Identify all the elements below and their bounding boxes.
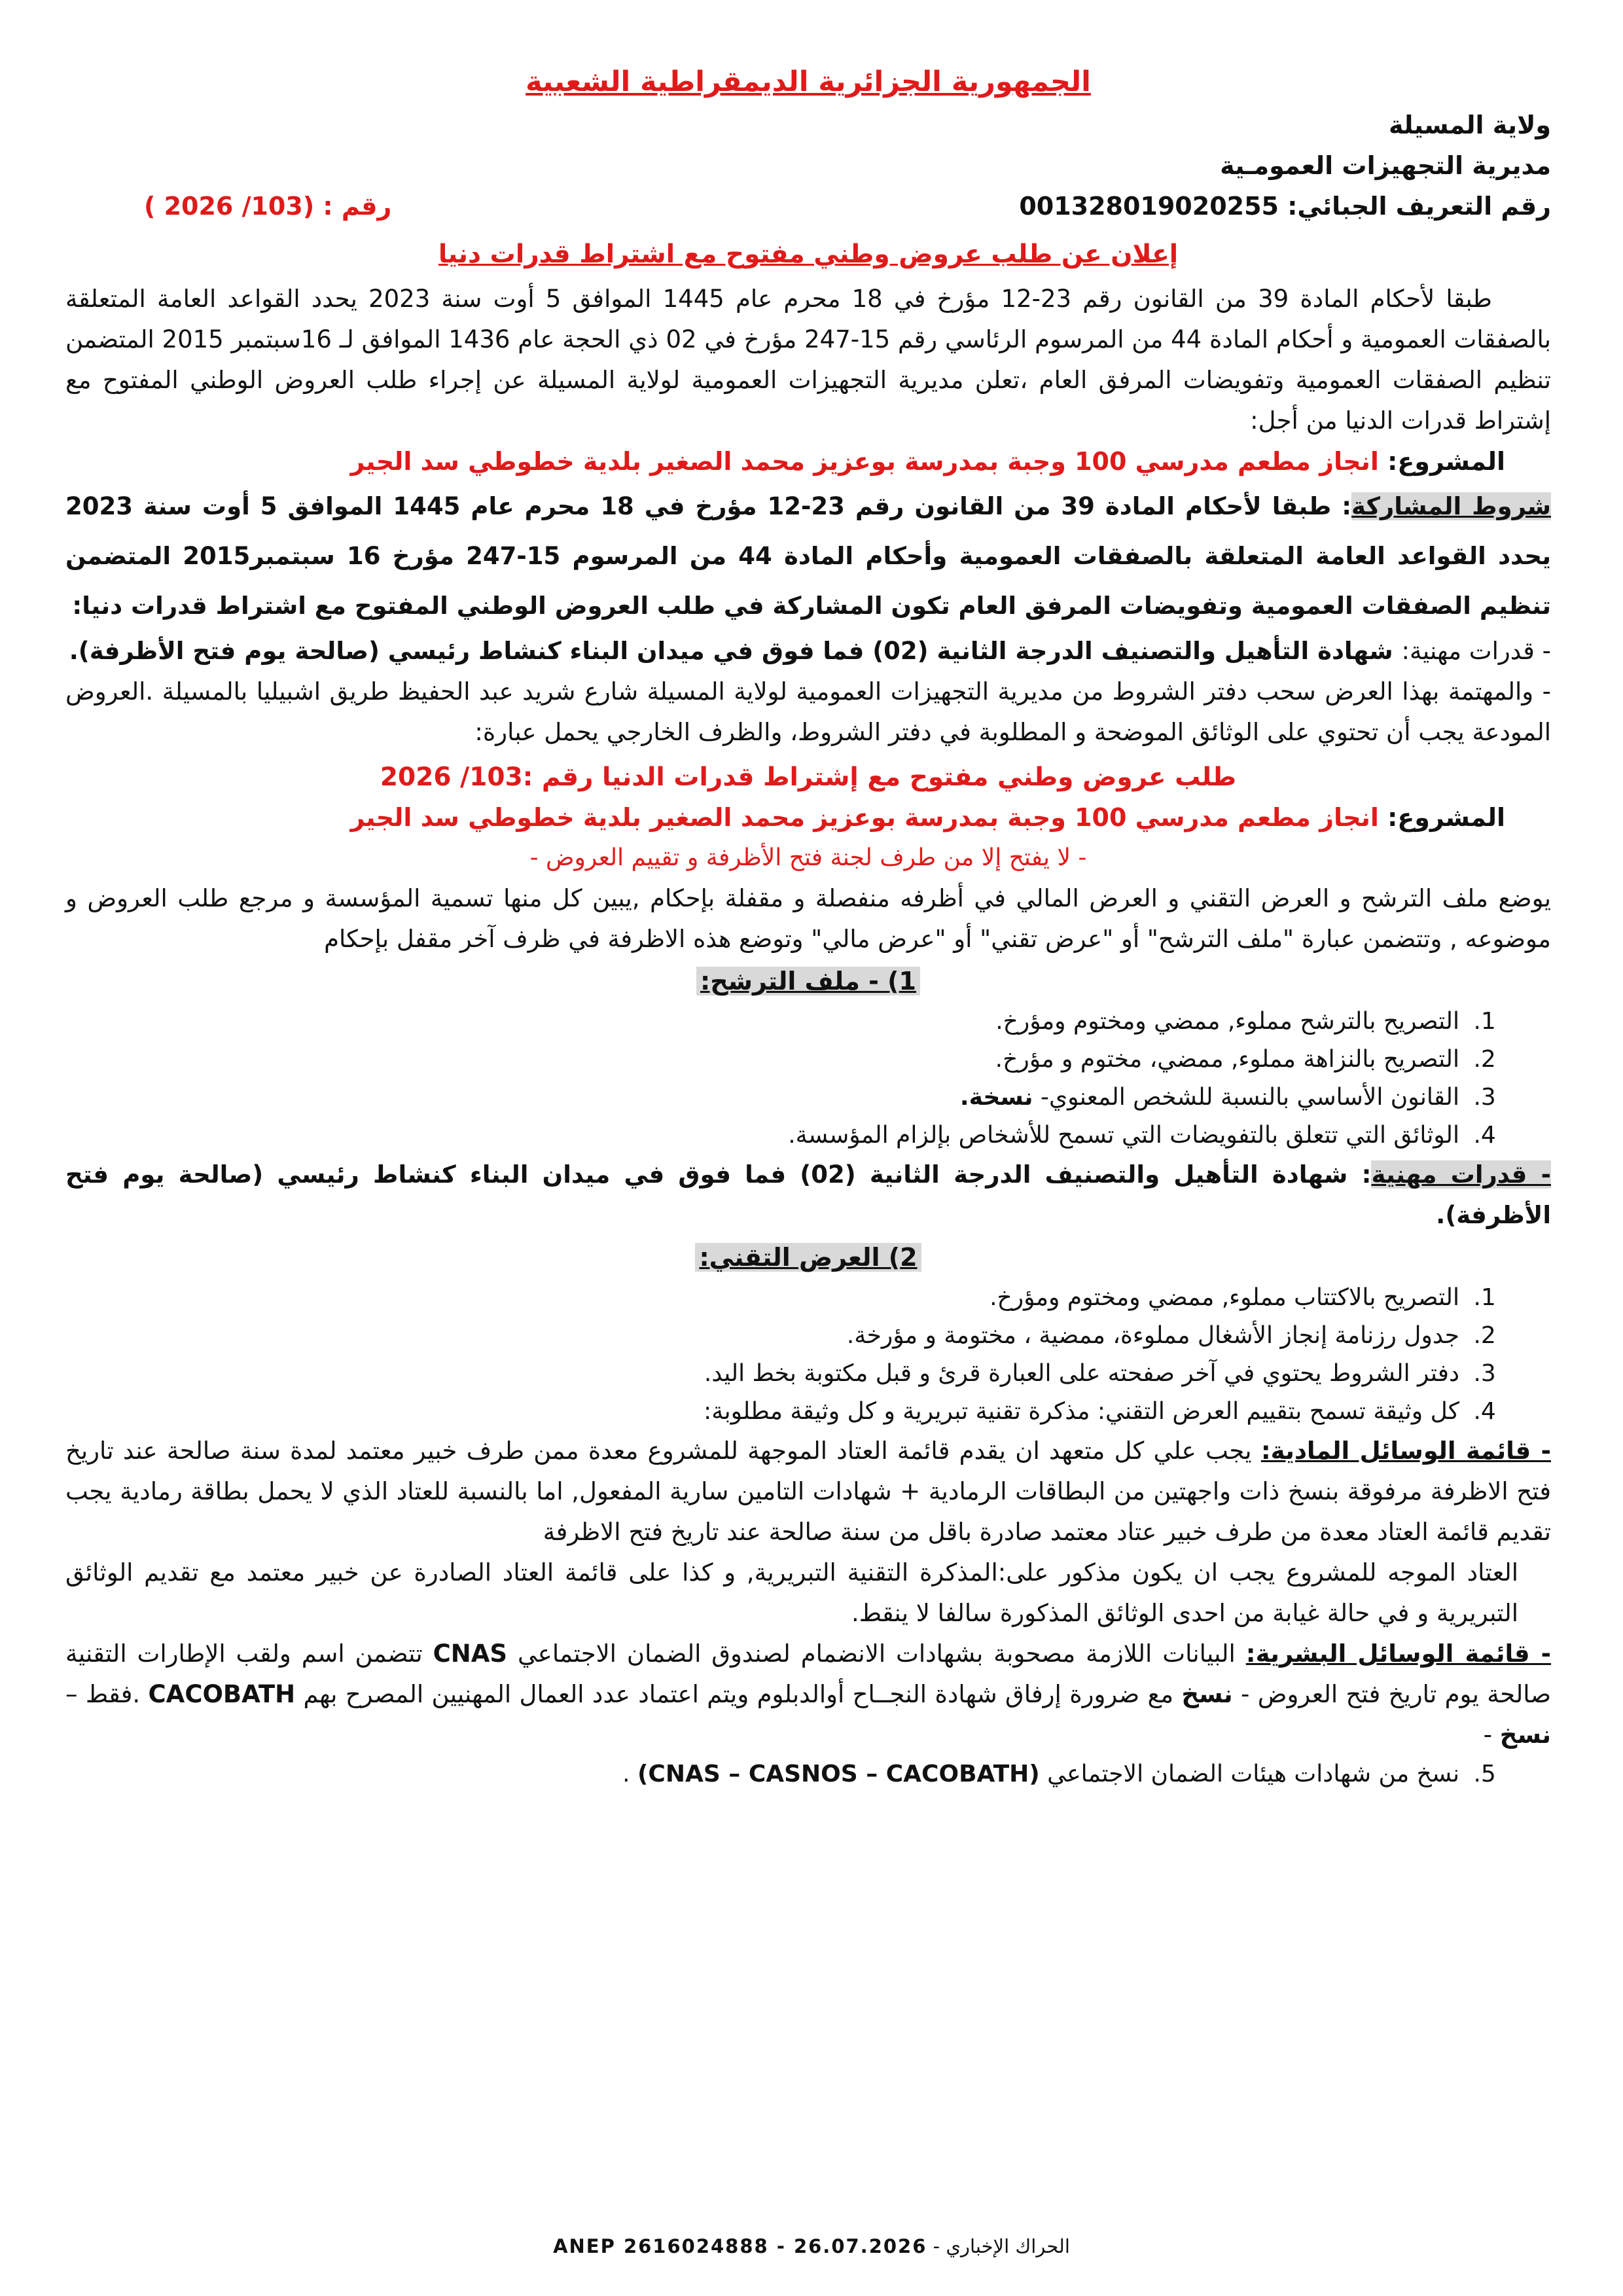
section1-title [65, 960, 1551, 1003]
withdrawal-paragraph: - والمهتمة بهذا العرض سحب دفتر الشروط من مديرية التجهيزات العمومية لولاية المسيلة شارع شريد عبد الحفيظ طريق اشبيليا بالمسيلة .العروض المودعة يجب أن تحتوي على الوثائق الموضحة و المطلوبة في دفتر الشروط، والظرف الخارجي يحمل عبارة: [65, 677, 1551, 746]
list-item: 1. التصريح بالاكتتاب مملوء, ممضي ومختوم ومؤرخ. [65, 1279, 1466, 1317]
list-item [65, 1755, 1466, 1793]
conditions-paragraph [65, 482, 1551, 631]
directorate-name: مديرية التجهيزات العمومـية [1220, 151, 1551, 180]
human-text-b: تتضمن اسم ولقب الإطارات التقنية صالحة يوم تاريخ فتح العروض - [65, 1640, 1551, 1708]
human-text-a: البيانات اللازمة مصحوبة بشهادات الانضمام لصندوق الضمان الاجتماعي [517, 1640, 1236, 1668]
section2-title-text: 2) العرض التقني: [695, 1243, 921, 1272]
section1-capacity [65, 1155, 1551, 1236]
item5-text: نسخ من شهادات هيئات الضمان الاجتماعي [1047, 1761, 1459, 1787]
tax-id [1019, 186, 1551, 226]
envelope-line1: طلب عروض وطني مفتوح مع إشتراط قدرات الدنيا رقم :103/ 2026 [380, 762, 1237, 792]
item5-bold: (CNAS – CASNOS – CACOBATH) [637, 1761, 1040, 1787]
item5-end: . [622, 1761, 630, 1787]
list-item: 4. كل وثيقة تسمح بتقييم العرض التقني: مذكرة تقنية تبريرية و كل وثيقة مطلوبة: [65, 1393, 1466, 1431]
list-item: 1. التصريح بالترشح مملوء, ممضي ومختوم ومؤرخ. [65, 1003, 1466, 1041]
human-text-e: - [1483, 1721, 1493, 1749]
professional-capacity-text: شهادة التأهيل والتصنيف الدرجة الثانية (02) فما فوق في ميدان البناء كنشاط رئيسي (صالحة يوم فتح الأظرفة). [69, 637, 1393, 665]
envelope-project-text: انجاز مطعم مدرسي 100 وجبة بمدرسة بوعزيز محمد الصغير بلدية خطوطي سد الجير [350, 803, 1379, 832]
list-item: 4. الوثائق التي تتعلق بالتفويضات التي تسمح للأشخاص بإلزام المؤسسة. [65, 1117, 1466, 1155]
conditions-text: : طبقا لأحكام المادة 39 من القانون رقم 23-12 مؤرخ في 18 محرم عام 1445 الموافق 5 أوت سنة 2023 يحدد القواعد العامة المتعلقة بالصفقات العمومية وأحكام المادة 44 من المرسوم 15-247 مؤرخ 16 سبتمبر2015 المتضمن تنظيم الصفقات العمومية وتفويضات المرفق العام تكون المشاركة في طلب العروض الوطني المفتوح مع اشتراط قدرات دنيا: [65, 492, 1551, 620]
list-item: 3. دفتر الشروط يحتوي في آخر صفحته على العبارة قرئ و قبل مكتوبة بخط اليد. [65, 1355, 1466, 1393]
list-item [65, 1079, 1466, 1117]
republic-title: الجمهورية الجزائرية الديمقراطية الشعبية [526, 65, 1091, 98]
document-page [65, 52, 1551, 2265]
reference-number: رقم : (103/ 2026 ) [144, 192, 392, 221]
human-cacobath: CACOBATH [148, 1680, 296, 1708]
section2-title [65, 1236, 1551, 1279]
tax-id-label: رقم التعريف الجبائي: [1287, 192, 1551, 221]
section1-list [65, 1003, 1551, 1155]
project-text: انجاز مطعم مدرسي 100 وجبة بمدرسة بوعزيز محمد الصغير بلدية خطوطي سد الجير [350, 447, 1379, 476]
section1-title-text: 1) - ملف الترشح: [696, 967, 920, 996]
human-nusakh: نسخ [1181, 1680, 1233, 1708]
professional-capacity-label: - قدرات مهنية: [1401, 637, 1551, 665]
envelope-project-line [65, 797, 1551, 838]
human-label: - قائمة الوسائل البشرية: [1245, 1640, 1552, 1668]
list-item: 2. التصريح بالنزاهة مملوء, ممضي، مختوم و مؤرخ. [65, 1041, 1466, 1079]
envelope-note: - لا يفتح إلا من طرف لجنة فتح الأظرفة و تقييم العروض - [529, 844, 1087, 871]
footer-source: الحراك الإخباري - [933, 2235, 1070, 2257]
item5-list [65, 1755, 1551, 1793]
tax-id-row [65, 186, 1551, 226]
human-text-c: مع ضرورة إرفاق شهادة النجــاح أوالدبلوم ويتم اعتماد عدد العمال المهنيين المصرح بهم [303, 1680, 1174, 1708]
human-nusakh-2: نسخ [1499, 1721, 1551, 1749]
materials-paragraph [65, 1431, 1551, 1552]
list-item-text: القانون الأساسي بالنسبة للشخص المعنوي- [1040, 1084, 1459, 1111]
footer [0, 2235, 1623, 2257]
envelope-project-label: المشروع: [1387, 803, 1505, 832]
project-label: المشروع: [1387, 447, 1505, 476]
materials-text: يجب علي كل متعهد ان يقدم قائمة العتاد الموجهة للمشروع معدة ممن طرف خبير معتمد لمدة سنة صالحة عند تاريخ فتح الاظرفة مرفوقة بنسخ ذات واجهتين من البطاقات الرمادية + شهادات التامين سارية المفعول, اما بالنسبة للعتاد الذي لا يحمل بطاقة رمادية يجب تقديم قائمة العتاد معدة من طرف خبير عتاد معتمد صادرة باقل من سنة صالحة عند تاريخ فتح الاظرفة [65, 1437, 1551, 1546]
list-item: 2. جدول رزنامة إنجاز الأشغال مملوءة، ممضية ، مختومة و مؤرخة. [65, 1317, 1466, 1355]
announcement-title: إعلان عن طلب عروض وطني مفتوح مع اشتراط قدرات دنيا [438, 240, 1179, 269]
tax-id-value: 001328019020255 [1019, 192, 1279, 221]
professional-capacity [65, 631, 1551, 672]
human-text-d: .فقط – [65, 1680, 141, 1708]
conditions-label: شروط المشاركة [1351, 492, 1552, 520]
footer-code: ANEP 2616024888 - 26.07.2026 [553, 2235, 927, 2257]
section1-capacity-text: : شهادة التأهيل والتصنيف الدرجة الثانية (02) فما فوق في ميدان البناء كنشاط رئيسي (صالحة يوم فتح الأظرفة). [65, 1160, 1551, 1229]
submission-paragraph: يوضع ملف الترشح و العرض التقني و العرض المالي في أظرفه منفصلة و مقفلة بإحكام ,يبين كل منها تسمية المؤسسة و مرجع طلب العروض و موضوعه , وتتضمن عبارة "ملف الترشح" أو "عرض تقني" أو "عرض مالي" وتوضع هذه الاظرفة في ظرف آخر مقفل بإحكام [65, 884, 1551, 953]
human-resources-paragraph [65, 1634, 1551, 1755]
intro-paragraph: طبقا لأحكام المادة 39 من القانون رقم 23-12 مؤرخ في 18 محرم عام 1445 الموافق 5 أوت سنة 2023 يحدد القواعد العامة المتعلقة بالصفقات العمومية و أحكام المادة 44 من المرسوم الرئاسي رقم 15-247 مؤرخ في 02 ذي الحجة عام 1436 الموافق لـ 16سبتمبر 2015 المتضمن تنظيم الصفقات العمومية وتفويضات المرفق العام ،تعلن مديرية التجهيزات العمومية لولاية المسيلة عن إجراء طلب العروض الوطني المفتوح مع إشتراط قدرات الدنيا من أجل: [65, 285, 1552, 435]
section1-capacity-label: - قدرات مهنية [1371, 1160, 1551, 1189]
project-line [65, 441, 1551, 482]
list-item-bold: نسخة. [959, 1084, 1033, 1111]
human-cnas: CNAS [433, 1640, 507, 1668]
materials-paragraph-2: العتاد الموجه للمشروع يجب ان يكون مذكور على:المذكرة التقنية التبريرية, و كذا على قائمة العتاد الصادرة عن خبير معتمد مع تقديم الوثائق التبريرية و في حالة غيابة من احدى الوثائق المذكورة سالفا لا ينقط. [65, 1558, 1518, 1627]
wilaya-name: ولاية المسيلة [1389, 111, 1551, 139]
section2-list [65, 1279, 1551, 1431]
materials-label: - قائمة الوسائل المادية: [1260, 1437, 1551, 1465]
